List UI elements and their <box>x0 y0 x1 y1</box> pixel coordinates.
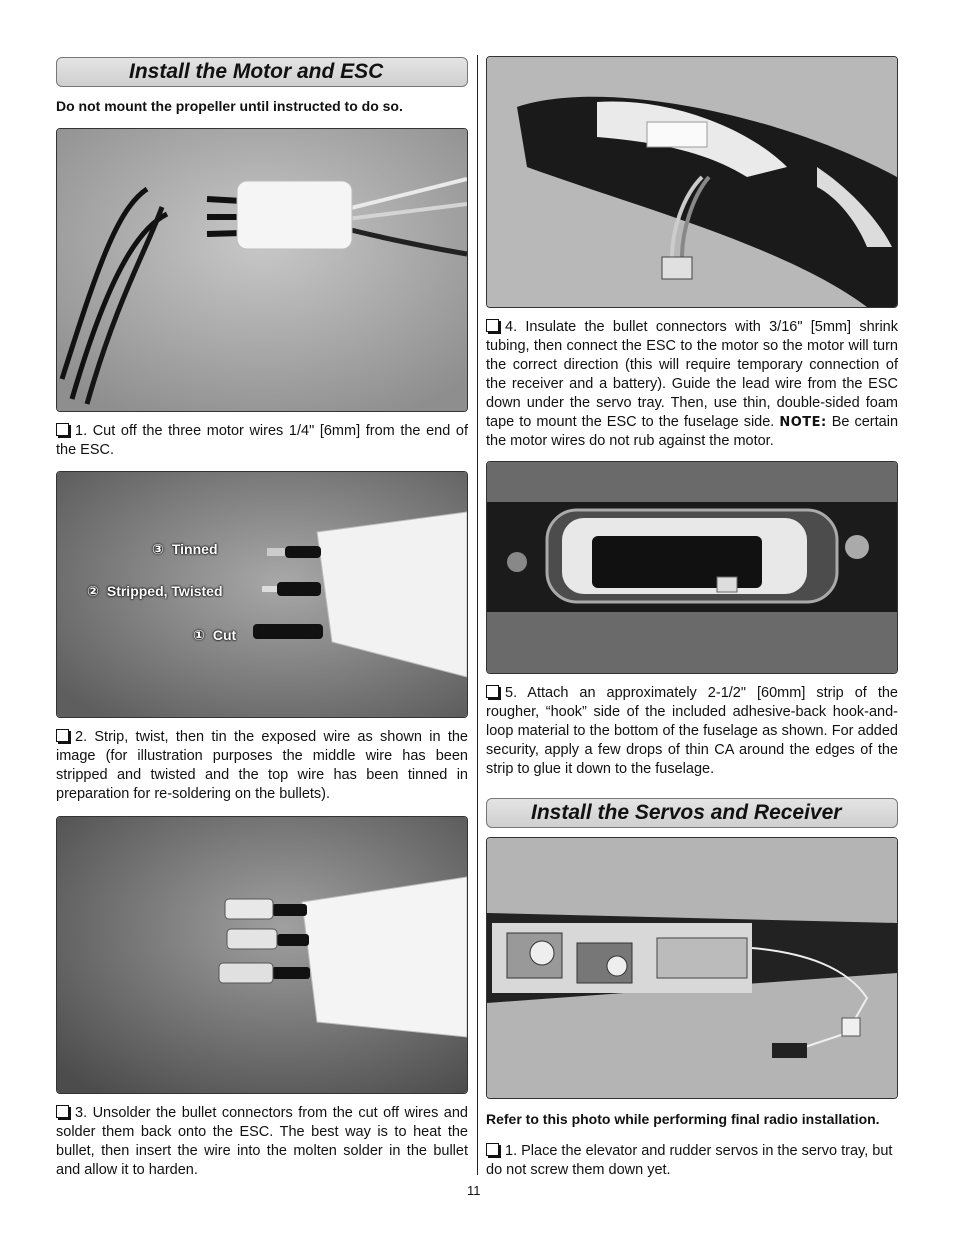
label-stripped: ② Stripped, Twisted <box>87 583 223 599</box>
refer-photo-note: Refer to this photo while performing final radio installation. <box>486 1111 880 1127</box>
photo-hook-loop-strip <box>486 461 898 674</box>
label-tinned: ③ Tinned <box>152 541 218 557</box>
step-5: 5. Attach an approximately 2-1/2" [60mm] strip of the rougher, “hook” side of the included adhesive-back hook-and-loop material to the bottom of the fuselage as shown. For added security, apply a few drops of thin CA around the edges of the strip to glue it down to the fuselage. <box>486 685 898 777</box>
photo-esc-in-fuselage <box>486 56 898 308</box>
step-1: 1. Cut off the three motor wires 1/4" [6mm] from the end of the ESC. <box>56 423 468 458</box>
checkbox-icon[interactable] <box>56 729 69 742</box>
note-label: NOTE: <box>779 415 827 430</box>
photo-esc-wires <box>56 128 468 412</box>
section-title: Install the Motor and ESC <box>129 60 384 83</box>
section-title: Install the Servos and Receiver <box>531 801 842 824</box>
marker-2: ② <box>87 583 99 599</box>
checkbox-icon[interactable] <box>486 1143 499 1156</box>
checkbox-icon[interactable] <box>56 1105 69 1118</box>
checkbox-icon[interactable] <box>56 423 69 436</box>
checkbox-icon[interactable] <box>486 319 499 332</box>
step-3: 3. Unsolder the bullet connectors from the cut off wires and solder them back onto the ESC. The best way is to heat the bullet, then insert the wire into the molten solder in the bullet and allow it to harden. <box>56 1105 468 1178</box>
marker-1: ① <box>193 627 205 643</box>
column-divider <box>477 55 478 1175</box>
photo-servo-tray <box>486 837 898 1099</box>
propeller-warning: Do not mount the propeller until instructed to do so. <box>56 98 403 114</box>
step-4: 4. Insulate the bullet connectors with 3/16" [5mm] shrink tubing, then connect the ESC to the motor so the motor will turn the correct direction (this will require temporary connection of the receiver and a battery). Guide the lead wire from the ESC down under the servo tray. Then, use thin, double-sided foam tape to mount the ESC to the fuselage side. NOTE: Be certain the motor wires do not rub against the motor. <box>486 319 899 449</box>
page-number: 11 <box>467 1183 481 1198</box>
checkbox-icon[interactable] <box>486 685 499 698</box>
section-banner-motor-esc <box>56 57 468 87</box>
photo-bullet-connectors <box>56 816 468 1094</box>
label-cut: ① Cut <box>193 627 237 643</box>
radio-step-1: 1. Place the elevator and rudder servos in the servo tray, but do not screw them down yet. <box>486 1143 893 1178</box>
step-2: 2. Strip, twist, then tin the exposed wire as shown in the image (for illustration purposes the middle wire has been stripped and twisted and the top wire has been tinned in preparation for re-soldering on the bullets). <box>56 729 468 802</box>
section-banner-servos-receiver <box>486 798 898 828</box>
marker-3: ③ <box>152 541 164 557</box>
photo-wire-prep <box>56 471 468 718</box>
